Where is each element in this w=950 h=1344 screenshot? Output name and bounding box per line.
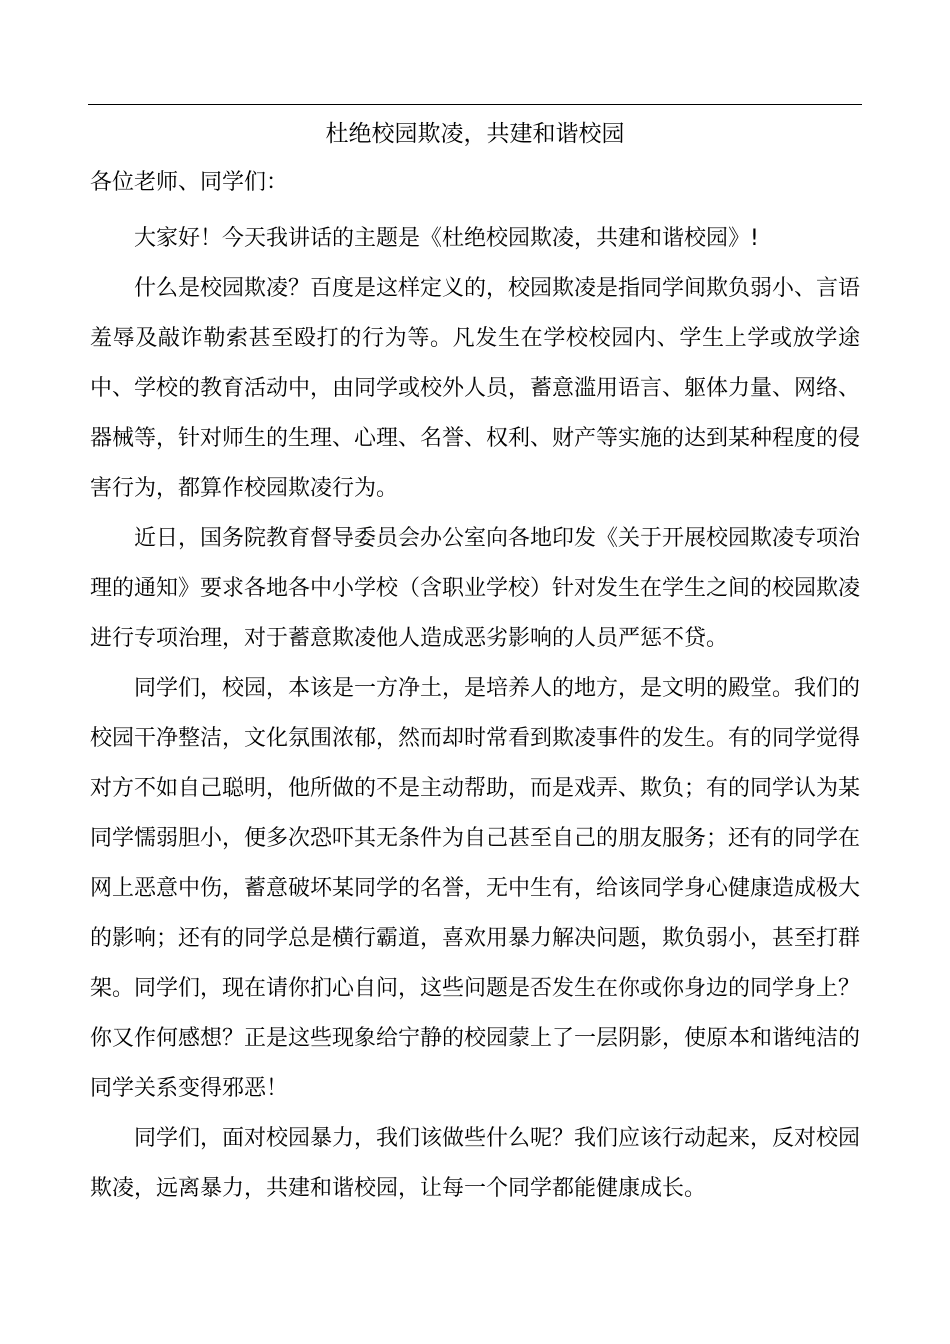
header-rule [88, 104, 862, 105]
paragraph-notice: 近日，国务院教育督导委员会办公室向各地印发《关于开展校园欺凌专项治理的通知》要求各地各中小学校（含职业学校）针对发生在学生之间的校园欺凌进行专项治理，对于蓄意欺凌他人造成恶劣影响的人员严惩不贷。 [90, 526, 861, 651]
salutation: 各位老师、同学们： [90, 170, 289, 195]
paragraph-examples: 同学们，校园，本该是一方净土，是培养人的地方，是文明的殿堂。我们的校园干净整洁，文化氛围浓郁，然而却时常看到欺凌事件的发生。有的同学觉得对方不如自己聪明，他所做的不是主动帮助，而是戏弄、欺负；有的同学认为某同学懦弱胆小，便多次恐吓其无条件为自己甚至自己的朋友服务；还有的同学在网上恶意中伤，蓄意破坏某同学的名誉，无中生有，给该同学身心健康造成极大的影响；还有的同学总是横行霸道，喜欢用暴力解决问题，欺负弱小，甚至打群架。同学们，现在请你扪心自问，这些问题是否发生在你或你身边的同学身上？你又作何感想？正是这些现象给宁静的校园蒙上了一层阴影，使原本和谐纯洁的同学关系变得邪恶！ [90, 676, 861, 1101]
paragraph-call-to-action: 同学们，面对校园暴力，我们该做些什么呢？我们应该行动起来，反对校园欺凌，远离暴力，共建和谐校园，让每一个同学都能健康成长。 [90, 1126, 861, 1201]
paragraph-definition: 什么是校园欺凌？百度是这样定义的，校园欺凌是指同学间欺负弱小、言语羞辱及敲诈勒索甚至殴打的行为等。凡发生在学校校园内、学生上学或放学途中、学校的教育活动中，由同学或校外人员，蓄意滥用语言、躯体力量、网络、器械等，针对师生的生理、心理、名誉、权利、财产等实施的达到某种程度的侵害行为，都算作校园欺凌行为。 [90, 276, 861, 501]
paragraph-greeting: 大家好！今天我讲话的主题是《杜绝校园欺凌，共建和谐校园》! [134, 226, 759, 251]
document-title: 杜绝校园欺凌，共建和谐校园 [325, 121, 625, 147]
document-body [90, 214, 860, 1214]
